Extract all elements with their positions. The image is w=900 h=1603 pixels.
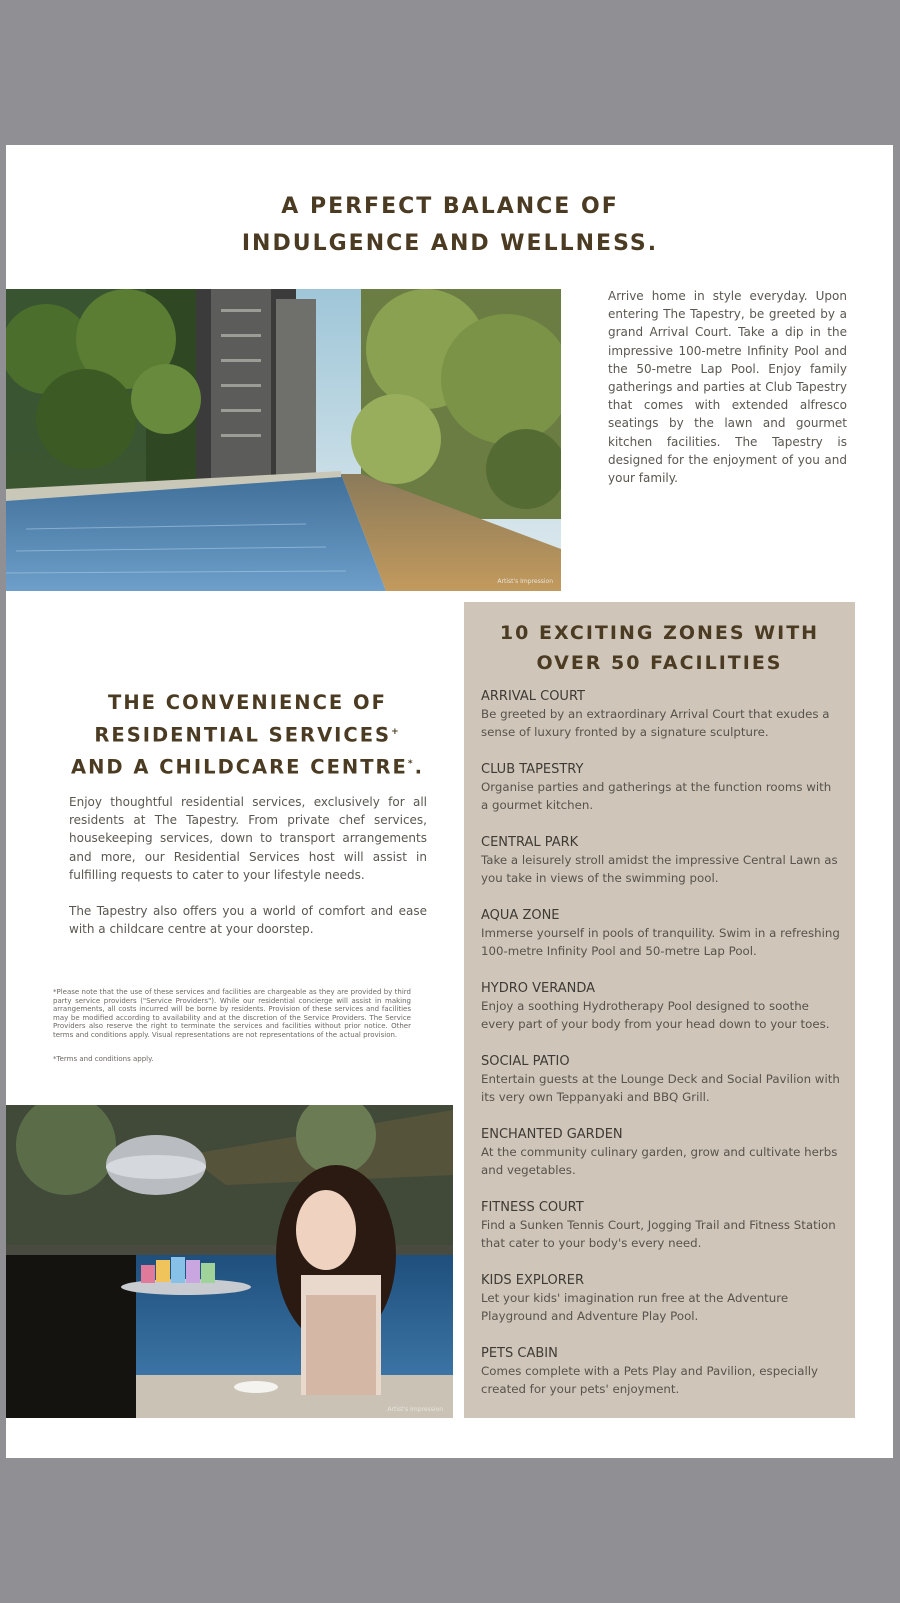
zone-desc: Organise parties and gatherings at the function rooms with a gourmet kitchen. <box>481 780 832 813</box>
pool-image-caption: Artist's Impression <box>497 578 553 585</box>
zone-desc: Let your kids' imagination run free at the Adventure Playground and Adventure Play Pool. <box>481 1291 789 1324</box>
zone-item <box>481 1199 841 1272</box>
services-mark: + <box>391 726 401 737</box>
zone-item <box>481 688 841 761</box>
zone-desc: Immerse yourself in pools of tranquility. Swim in a refreshing 100-metre Infinity Pool and 50-metre Lap Pool. <box>481 926 840 959</box>
convenience-title-line-1: THE CONVENIENCE OF <box>108 691 387 714</box>
zones-title <box>464 618 855 678</box>
zone-list <box>481 688 841 1418</box>
zone-name: KIDS EXPLORER <box>481 1273 585 1288</box>
zone-name: SOCIAL PATIO <box>481 1054 570 1069</box>
headline-line-2: INDULGENCE AND WELLNESS. <box>241 231 659 256</box>
butler-illustration <box>6 1105 453 1418</box>
convenience-title-line-3: AND A CHILDCARE CENTRE*. <box>70 755 425 778</box>
intro-paragraph: Arrive home in style everyday. Upon entering The Tapestry, be greeted by a grand Arrival Court. Take a dip in the impressive 100-metre Infinity Pool and the 50-metre Lap Pool. Enjoy family gatherings and parties at Club Tapestry that comes with extended alfresco seatings by the lawn and gourmet kitchen facilities. The Tapestry is designed for the enjoyment of you and your family. <box>608 289 847 486</box>
zone-desc: Comes complete with a Pets Play and Pavilion, especially created for your pets' enjoyment. <box>481 1364 818 1397</box>
convenience-paragraph-2: The Tapestry also offers you a world of comfort and ease with a childcare centre at your doorstep. <box>69 904 427 937</box>
zone-item <box>481 1053 841 1126</box>
zone-name: CENTRAL PARK <box>481 835 579 850</box>
zone-item <box>481 834 841 907</box>
zone-desc: Be greeted by an extraordinary Arrival Court that exudes a sense of luxury fronted by a signature sculpture. <box>481 707 830 740</box>
butler-image <box>6 1105 453 1418</box>
zone-desc: Take a leisurely stroll amidst the impressive Central Lawn as you take in views of the swimming pool. <box>481 853 838 886</box>
pool-image <box>6 289 561 591</box>
butler-image-caption: Artist's Impression <box>387 1406 443 1413</box>
zone-item <box>481 761 841 834</box>
zone-item <box>481 1272 841 1345</box>
zone-item <box>481 907 841 980</box>
zones-title-line-2: OVER 50 FACILITIES <box>536 652 783 674</box>
terms-footnote: *Terms and conditions apply. <box>53 1055 154 1063</box>
convenience-title <box>40 688 455 782</box>
zone-name: AQUA ZONE <box>481 908 560 923</box>
zone-desc: Find a Sunken Tennis Court, Jogging Trail and Fitness Station that cater to your body's every need. <box>481 1218 836 1251</box>
zone-desc: Entertain guests at the Lounge Deck and Social Pavilion with its very own Teppanyaki and BBQ Grill. <box>481 1072 840 1105</box>
zone-item <box>481 1345 841 1418</box>
zones-title-line-1: 10 EXCITING ZONES WITH <box>499 622 820 644</box>
zones-panel <box>464 602 855 1418</box>
page-headline <box>0 188 900 262</box>
pool-illustration <box>6 289 561 591</box>
zone-name: HYDRO VERANDA <box>481 981 596 996</box>
zone-name: PETS CABIN <box>481 1346 558 1361</box>
services-footnote: *Please note that the use of these services and facilities are chargeable as they are provided by third party service providers ("Service Providers"). While our residential concierge will assist in making arrangements, all costs incurred will be borne by residents. Provision of these services and facilities may be modified according to availability and at the discretion of the Service Providers. The Service Providers also reserve the right to terminate the services and facilities without prior notice. Other terms and conditions apply. Visual representations are not representations of the actual provision. <box>53 988 411 1039</box>
zone-name: ENCHANTED GARDEN <box>481 1127 623 1142</box>
zone-item <box>481 980 841 1053</box>
zone-name: FITNESS COURT <box>481 1200 584 1215</box>
zone-name: CLUB TAPESTRY <box>481 762 584 777</box>
zone-desc: Enjoy a soothing Hydrotherapy Pool designed to soothe every part of your body from your head down to your toes. <box>481 999 830 1032</box>
childcare-mark: * <box>407 758 415 769</box>
zone-name: ARRIVAL COURT <box>481 689 585 704</box>
zone-item <box>481 1126 841 1199</box>
zone-desc: At the community culinary garden, grow and cultivate herbs and vegetables. <box>481 1145 838 1178</box>
headline-line-1: A PERFECT BALANCE OF <box>281 194 619 219</box>
convenience-title-line-2: RESIDENTIAL SERVICES+ <box>94 723 401 746</box>
convenience-paragraph-1: Enjoy thoughtful residential services, exclusively for all residents at The Tapestry. From private chef services, housekeeping services, down to transport arrangements and more, our Residential Services host will assist in fulfilling requests to cater to your lifestyle needs. <box>69 795 427 882</box>
